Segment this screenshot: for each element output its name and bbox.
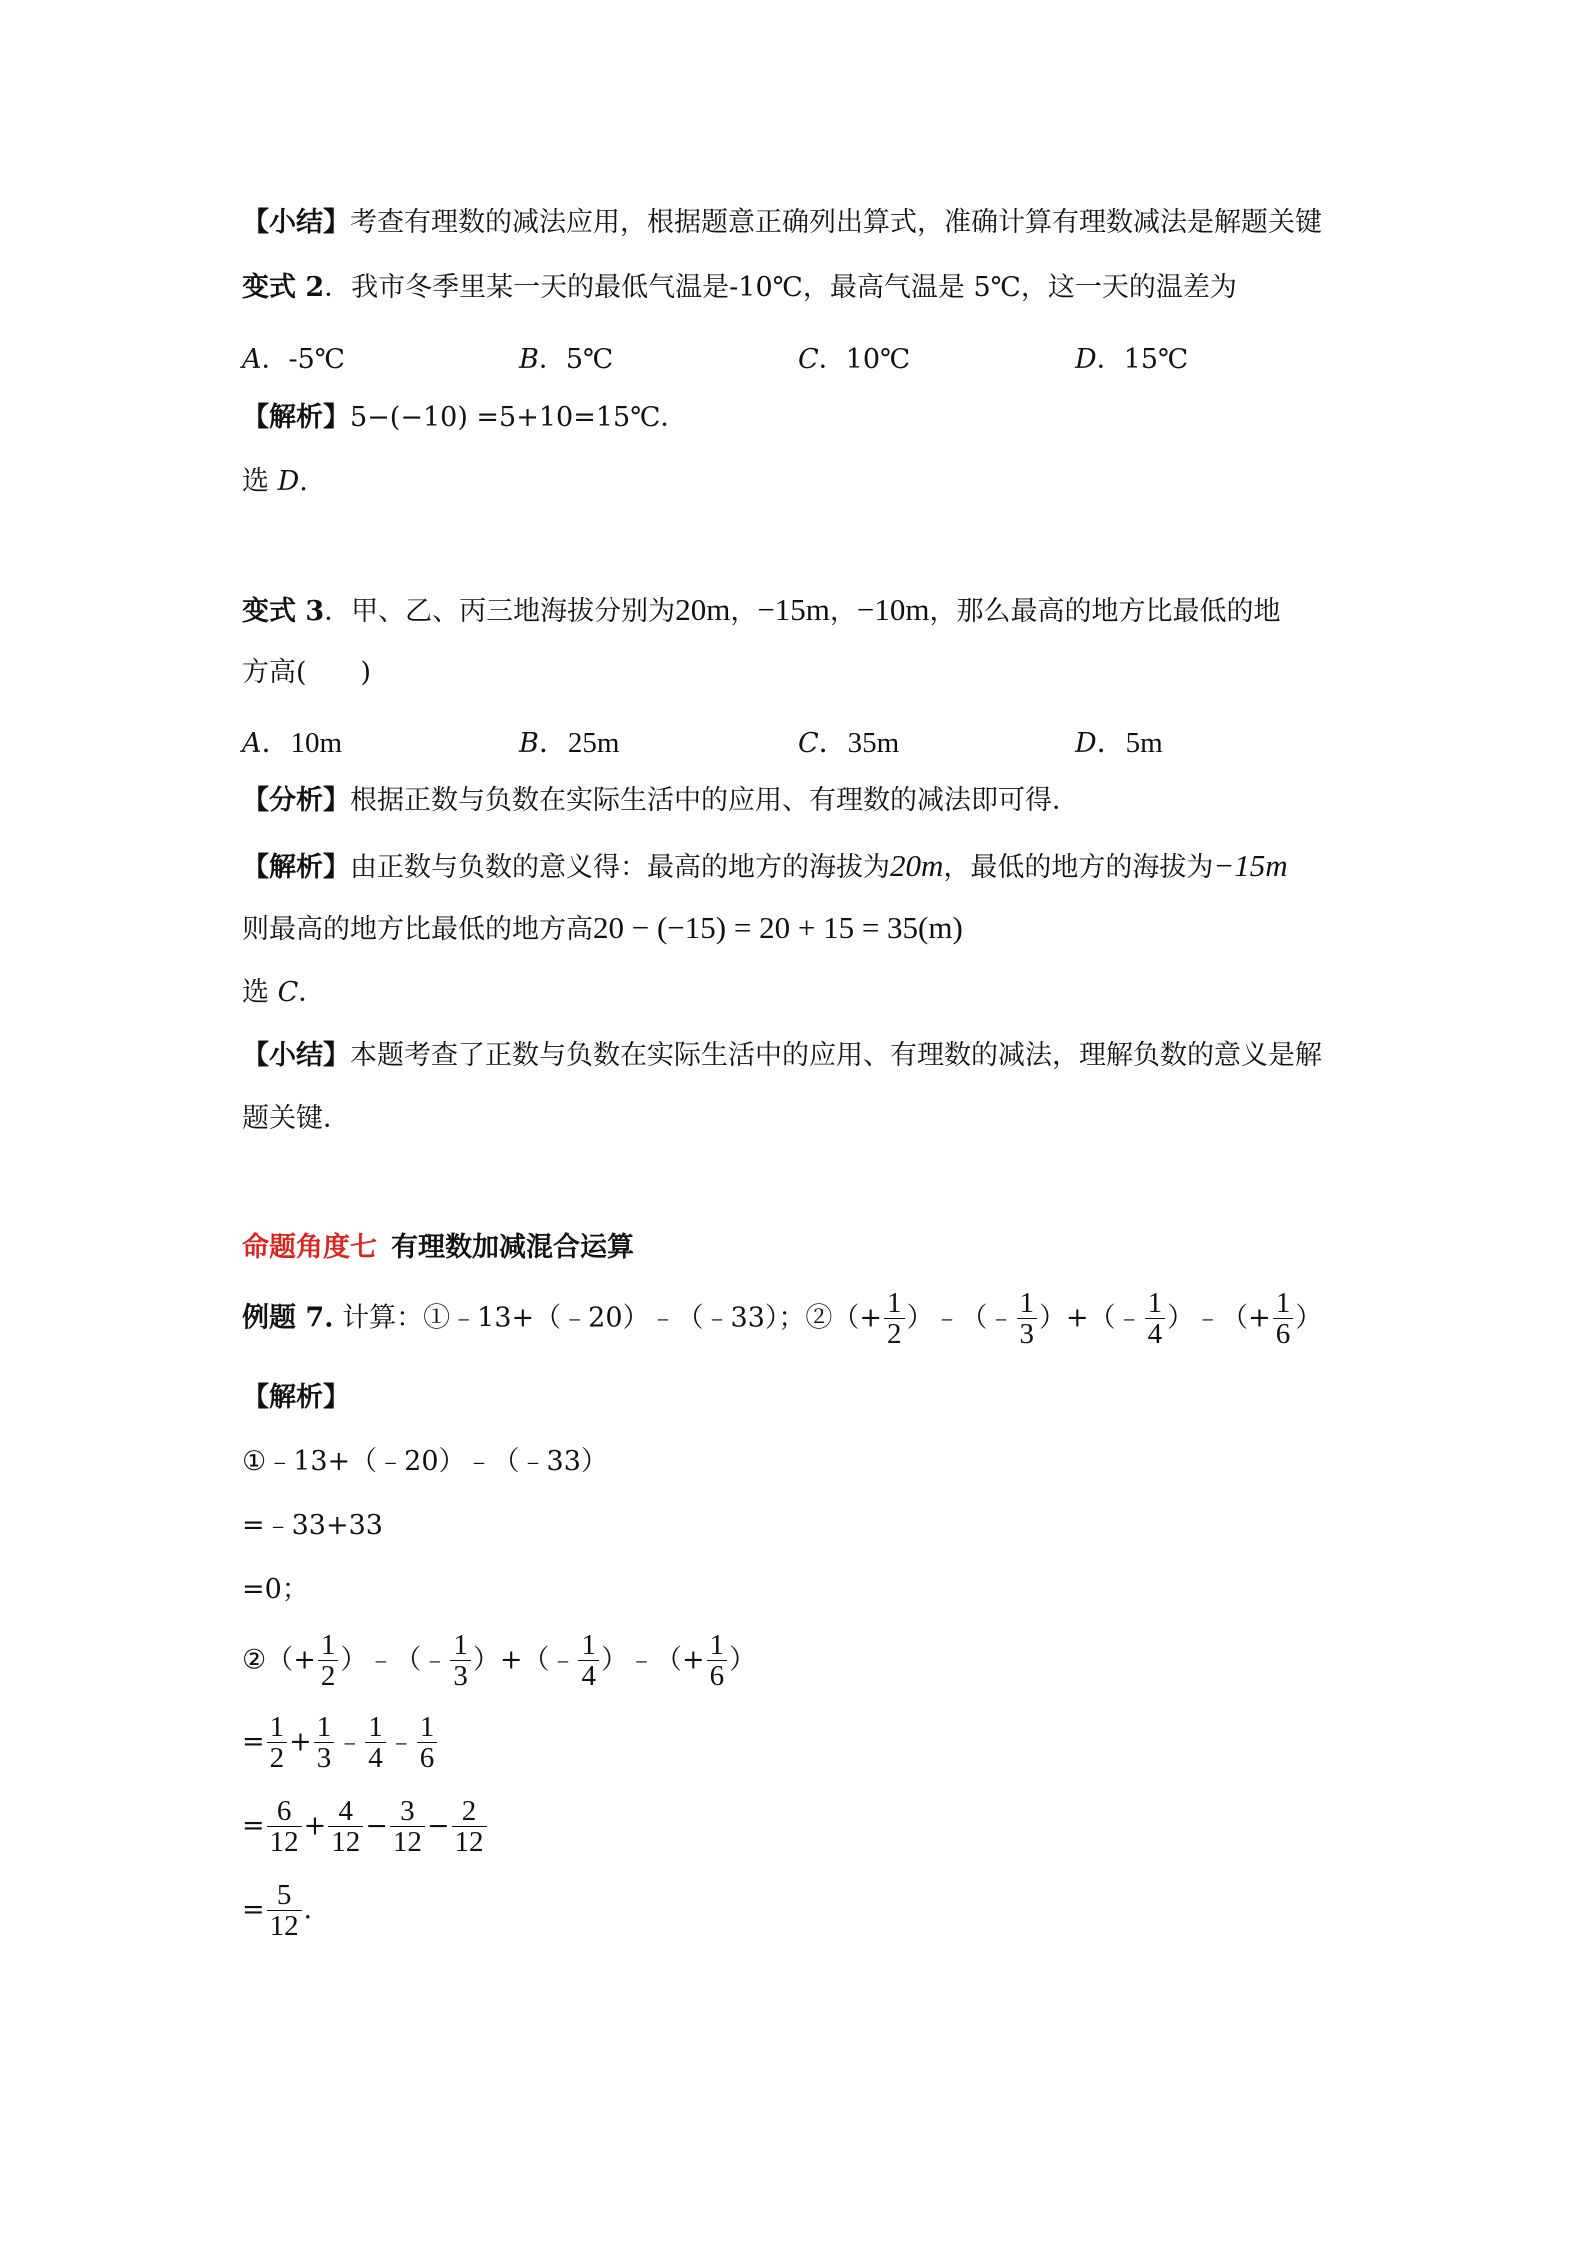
fraction: $\frac{1}{6}$ [417,1712,438,1774]
section-heading-red: 命题角度七 [242,1232,377,1263]
solution-tag: 【解析】 [242,852,350,883]
fraction: $\frac{1}{4}$ [1145,1288,1166,1350]
example-7-prompt: 例题 7. 计算：①﹣13+（﹣20）﹣（﹣33）；②（+ $\frac{1}{2}$ ）﹣（﹣ $\frac{1}{3}$ ）+（﹣ $\frac{1}{4}$ ）﹣（+ $\frac{1}{6}$ ） [242,1287,1323,1351]
summary-tag: 【小结】 [242,207,350,238]
option-c: C．35m [798,727,900,759]
variant-3-question-cont: 方高( ) [242,657,372,688]
summary-tag: 【小结】 [242,1040,350,1071]
variant-3-analysis: 【分析】根据正数与负数在实际生活中的应用、有理数的减法即可得． [242,785,1079,816]
fraction: $\frac{4}{12}$ [328,1796,363,1858]
variant-2-solution [242,402,687,433]
option-a: A．10m [242,727,343,759]
step-2-line-2: = $\frac{1}{2}$ + $\frac{1}{3}$ ﹣ $\frac{1}{4}$ ﹣ $\frac{1}{6}$ [242,1712,439,1774]
fraction: $\frac{1}{3}$ [450,1630,471,1692]
variant-2-question [242,272,1237,303]
fraction: $\frac{2}{12}$ [452,1796,487,1858]
variant-3-label: 变式 3 [242,596,325,627]
step-2-line-4: = $\frac{5}{12}$ ． [242,1879,331,1943]
step-1-line-1: ①﹣13+（﹣20）﹣（﹣33） [242,1446,608,1477]
option-a: A．-5℃ [242,344,346,375]
variant-3-summary-cont: 题关键． [242,1103,350,1134]
summary-text: 考查有理数的减法应用，根据题意正确列出算式，准确计算有理数减法是解题关键 [350,207,1322,238]
variant-3-calc: 则最高的地方比最低的地方高20 − (−15) = 20 + 15 = 35(m) [242,910,963,945]
fraction: $\frac{1}{4}$ [578,1630,599,1692]
fraction: $\frac{3}{12}$ [390,1796,425,1858]
option-c: C．10℃ [798,344,911,375]
step-1-line-2: =﹣33+33 [242,1510,383,1541]
fraction: $\frac{1}{2}$ [318,1630,339,1692]
example-7-label: 例题 7. [242,1302,334,1334]
option-d: D．5m [1075,727,1163,759]
option-b: B．25m [519,727,620,759]
calc-expression: 20 − (−15) = 20 + 15 = 35(m) [593,910,963,945]
step-1-line-3: =0； [242,1574,309,1605]
fraction: $\frac{1}{3}$ [1017,1288,1038,1350]
section-heading [242,1232,634,1263]
fraction: $\frac{1}{6}$ [707,1630,728,1692]
variant-2-label: 变式 2 [242,272,325,303]
section-heading-title: 有理数加减混合运算 [391,1232,634,1263]
fraction: $\frac{1}{3}$ [314,1712,335,1774]
fraction: $\frac{1}{2}$ [884,1288,905,1350]
fraction: $\frac{5}{12}$ [267,1880,302,1942]
step-2-line-1: ②（+ $\frac{1}{2}$ ）﹣（﹣ $\frac{1}{3}$ ）+（﹣ $\frac{1}{4}$ ）﹣（+ $\frac{1}{6}$ ） [242,1629,757,1693]
variant-3-summary: 【小结】本题考查了正数与负数在实际生活中的应用、有理数的减法，理解负数的意义是解 [242,1040,1322,1071]
variant-2-answer: 选 D. [242,466,308,497]
step-2-line-3: = $\frac{6}{12}$ + $\frac{4}{12}$ − $\frac{3}{12}$ − $\frac{2}{12}$ [242,1796,489,1858]
fraction: $\frac{6}{12}$ [267,1796,302,1858]
solution-text: 5−(−10) =5+10=15℃． [350,402,688,433]
fraction: $\frac{1}{2}$ [267,1712,288,1774]
fraction: $\frac{1}{6}$ [1273,1288,1294,1350]
variant-3-answer: 选 C． [242,977,326,1008]
example-7-solution-tag: 【解析】 [242,1382,350,1413]
option-b: B．5℃ [519,344,614,375]
fraction: $\frac{1}{4}$ [365,1712,386,1774]
variant-3-solution: 【解析】由正数与负数的意义得：最高的地方的海拔为20m，最低的地方的海拔为−15m [242,848,1288,883]
variant-2-text: ．我市冬季里某一天的最低气温是-10℃，最高气温是 5℃，这一天的温差为 [324,272,1237,303]
summary-line-1 [242,207,1322,238]
variant-3-question: 变式 3．甲、乙、丙三地海拔分别为20m，−15m，−10m，那么最高的地方比最低的地 [242,592,1281,627]
analysis-tag: 【分析】 [242,785,350,816]
solution-tag: 【解析】 [242,402,350,433]
option-d: D．15℃ [1075,344,1189,375]
